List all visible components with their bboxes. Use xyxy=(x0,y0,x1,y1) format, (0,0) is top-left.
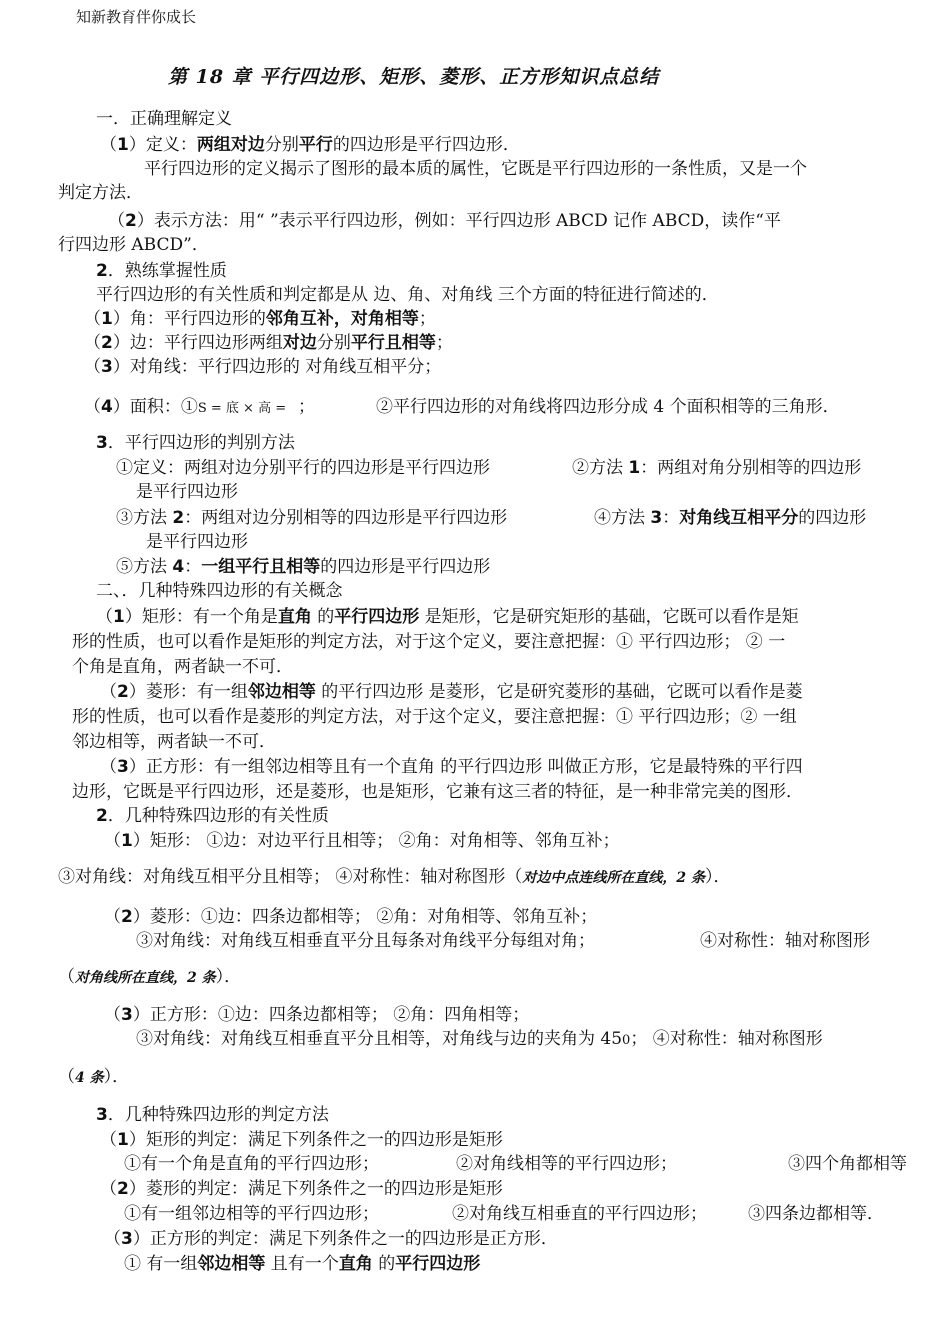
representation-line xyxy=(108,210,781,232)
text: （ xyxy=(58,967,75,987)
page-title: 第 18 章 平行四边形、矩形、菱形、正方形知识点总结 xyxy=(168,66,660,88)
definition-note-cont: 判定方法． xyxy=(58,183,143,203)
text: ③方法 xyxy=(116,508,173,528)
paren: （ xyxy=(84,309,101,329)
text: ）矩形的判定：满足下列条件之一的四边形是矩形 xyxy=(128,1130,503,1150)
method-2 xyxy=(116,507,507,529)
square-diagonal xyxy=(136,1028,823,1052)
method-4 xyxy=(116,556,490,578)
text: ．几种特殊四边形的有关性质 xyxy=(107,806,329,826)
rhombus-diagonal: ③对角线：对角线互相垂直平分且每条对角线平分每组对角； xyxy=(136,931,595,951)
properties-intro: 平行四边形的有关性质和判定都是从 边、角、对角线 三个方面的特征进行简述的． xyxy=(96,285,719,305)
rhombus-concept xyxy=(100,681,803,703)
item-number: 3 xyxy=(101,357,113,377)
paren: （ xyxy=(104,907,121,927)
property-area xyxy=(84,396,286,420)
rectangle-properties xyxy=(104,830,620,852)
square-criterion-1 xyxy=(124,1253,480,1275)
paren: （ xyxy=(84,333,101,353)
square-concept-cont: 边形，它既是平行四边形，还是菱形，也是矩形，它兼有这三者的特征，是一种非常完美的图形． xyxy=(72,782,803,802)
rhombus-criterion-1: ①有一组邻边相等的平行四边形； xyxy=(124,1204,379,1224)
text: 的 xyxy=(311,607,335,627)
paren: （ xyxy=(100,1130,117,1150)
keyword: 对角线互相平分 xyxy=(679,508,799,528)
degree-mark: 0 xyxy=(622,1033,631,1048)
paren: （ xyxy=(104,831,121,851)
item-number: 2 xyxy=(96,261,108,281)
rhombus-criterion-2: ②对角线互相垂直的平行四边形； xyxy=(452,1204,707,1224)
keyword: 两组对边 xyxy=(196,135,265,155)
item-number: 2 xyxy=(117,1179,129,1199)
keyword: 一组平行且相等 xyxy=(201,557,321,577)
area-formula: S = 底 × 高 = xyxy=(197,401,287,416)
text: ．平行四边形的判别方法 xyxy=(107,433,295,453)
area-semicolon: ； xyxy=(298,397,315,417)
text: ： xyxy=(662,508,680,528)
text: ④方法 xyxy=(594,508,651,528)
item-number: 3 xyxy=(117,757,129,777)
property-diagonal xyxy=(84,356,441,378)
keyword: 直角 xyxy=(338,1254,373,1274)
section-heading-1: 一．正确理解定义 xyxy=(96,109,232,129)
paren: （ xyxy=(100,682,117,702)
method-3 xyxy=(594,507,866,529)
item-number: 3 xyxy=(121,1229,133,1249)
text: ； xyxy=(418,309,436,329)
paren: （ xyxy=(96,607,113,627)
section-heading-3 xyxy=(96,432,295,454)
section-heading-properties xyxy=(96,805,329,827)
text: 的四边形 xyxy=(798,508,867,528)
item-number: 2 xyxy=(101,333,113,353)
item-number: 4 xyxy=(101,397,113,417)
text: ）． xyxy=(215,967,242,987)
item-number: 1 xyxy=(101,309,113,329)
item-number: 3 xyxy=(121,1005,133,1025)
definition-line xyxy=(100,134,520,156)
rhombus-symmetry: ④对称性：轴对称图形 xyxy=(700,931,870,951)
keyword: 平行四边形 xyxy=(395,1254,481,1274)
square-concept xyxy=(100,756,803,778)
item-number: 1 xyxy=(628,458,641,478)
paren: （ xyxy=(100,135,117,155)
item-number: 3 xyxy=(650,508,663,528)
annotation: 对边中点连线所在直线，2 条 xyxy=(522,870,706,886)
rectangle-concept-cont: 形的性质，也可以看作是矩形的判定方法，对于这个定义，要注意把握：① 平行四边形； ② 一 xyxy=(72,632,786,652)
item-number: 2 xyxy=(96,806,108,826)
square-properties xyxy=(104,1004,529,1026)
keyword: 邻边相等 xyxy=(197,1254,266,1274)
section-heading-criteria xyxy=(96,1104,329,1126)
text: ）对角线：平行四边形的 对角线互相平分 xyxy=(112,357,425,377)
paren: （ xyxy=(100,1179,117,1199)
square-criteria xyxy=(104,1228,558,1250)
item-number: 1 xyxy=(113,607,125,627)
paren: （ xyxy=(84,357,101,377)
keyword: 直角 xyxy=(277,607,312,627)
representation-cont: 行四边形 ABCD”． xyxy=(58,235,209,255)
text: ）正方形：有一组邻边相等且有一个直角 的平行四边形 叫做正方形，它是最特殊的平行四 xyxy=(128,757,803,777)
keyword: 平行 xyxy=(298,135,333,155)
item-number: 2 xyxy=(117,682,129,702)
rectangle-properties-cont xyxy=(58,866,731,889)
text: ）表示方法：用“ ”表示平行四边形，例如：平行四边形 ABCD 记作 ABCD，读作“平 xyxy=(136,211,781,231)
item-number: 3 xyxy=(96,1105,108,1125)
item-number: 2 xyxy=(125,211,137,231)
text: ）正方形的判定：满足下列条件之一的四边形是正方形． xyxy=(132,1229,558,1249)
item-number: 1 xyxy=(117,1130,129,1150)
paren: （ xyxy=(104,1229,121,1249)
section-heading-special: 二、．几种特殊四边形的有关概念 xyxy=(96,581,343,601)
rhombus-symmetry-note xyxy=(58,966,241,989)
paren: （ xyxy=(84,397,101,417)
property-angle xyxy=(84,308,436,330)
text: ）菱形：①边：四条边都相等； ②角：对角相等、邻角互补； xyxy=(132,907,598,927)
text: ）正方形：①边：四条边都相等； ②角：四角相等； xyxy=(132,1005,530,1025)
text: 的四边形是平行四边形 xyxy=(320,557,491,577)
rhombus-properties xyxy=(104,906,597,928)
paren: （ xyxy=(100,757,117,777)
keyword: 邻角互补，对角相等 xyxy=(265,309,419,329)
text: ）角：平行四边形的 xyxy=(112,309,266,329)
method-1 xyxy=(572,457,861,479)
text: ．几种特殊四边形的判定方法 xyxy=(107,1105,329,1125)
page-header: 知新教育伴你成长 xyxy=(76,8,197,26)
method-3-cont: 是平行四边形 xyxy=(146,532,248,552)
text: ）矩形：有一个角是 xyxy=(124,607,278,627)
keyword: 对边 xyxy=(282,333,317,353)
method-1-cont: 是平行四边形 xyxy=(136,482,238,502)
text: ）． xyxy=(705,867,731,887)
text: ： xyxy=(184,557,202,577)
rectangle-criterion-3: ③四个角都相等 xyxy=(788,1154,907,1174)
item-number: 4 xyxy=(172,557,185,577)
text: 是矩形，它是研究矩形的基础，它既可以看作是矩 xyxy=(419,607,799,627)
rhombus-concept-end: 邻边相等，两者缺一不可． xyxy=(72,732,276,752)
text: ）边：平行四边形两组 xyxy=(112,333,283,353)
text: （ xyxy=(58,1067,75,1087)
text: ③对角线：对角线互相平分且相等； ④对称性：轴对称图形（ xyxy=(58,867,523,887)
text: 的四边形是平行四边形． xyxy=(332,135,520,155)
method-definition: ①定义：两组对边分别平行的四边形是平行四边形 xyxy=(116,458,490,478)
item-number: 2 xyxy=(172,508,185,528)
annotation: 对角线所在直线，2 条 xyxy=(75,970,216,986)
keyword: 平行四边形 xyxy=(334,607,420,627)
text: ）． xyxy=(103,1067,130,1087)
rectangle-criterion-2: ②对角线相等的平行四边形； xyxy=(456,1154,677,1174)
item-number: 2 xyxy=(121,907,133,927)
keyword: 平行且相等 xyxy=(350,333,436,353)
rhombus-criterion-3: ③四条边都相等． xyxy=(748,1204,884,1224)
text: ：两组对边分别相等的四边形是平行四边形 xyxy=(184,508,508,528)
section-heading-2 xyxy=(96,260,227,282)
text: ）菱形的判定：满足下列条件之一的四边形是矩形 xyxy=(128,1179,503,1199)
item-number: 3 xyxy=(96,433,108,453)
definition-note: 平行四边形的定义揭示了图形的最本质的属性，它既是平行四边形的一条性质，又是一个 xyxy=(144,159,807,179)
rhombus-criteria xyxy=(100,1178,503,1200)
text: ）矩形： ①边：对边平行且相等； ②角：对角相等、邻角互补； xyxy=(132,831,620,851)
text: 且有一个 xyxy=(265,1254,339,1274)
property-side xyxy=(84,332,453,354)
area-note: ②平行四边形的对角线将四边形分成 4 个面积相等的三角形． xyxy=(376,397,840,417)
text: 的 xyxy=(372,1254,396,1274)
text: ）面积：① xyxy=(112,397,198,417)
square-symmetry-note xyxy=(58,1066,129,1089)
text: 分别 xyxy=(316,333,351,353)
text: ⑤方法 xyxy=(116,557,173,577)
rectangle-concept xyxy=(96,606,799,628)
item-number: 1 xyxy=(121,831,133,851)
text: ； xyxy=(435,333,453,353)
text: ②方法 xyxy=(572,458,629,478)
item-number: 1 xyxy=(117,135,129,155)
text: ① 有一组 xyxy=(124,1254,198,1274)
text: 的平行四边形 是菱形，它是研究菱形的基础，它既可以看作是菱 xyxy=(315,682,803,702)
text: ．熟练掌握性质 xyxy=(107,261,227,281)
paren: （ xyxy=(104,1005,121,1025)
rectangle-criterion-1: ①有一个角是直角的平行四边形； xyxy=(124,1154,379,1174)
text: ）定义： xyxy=(128,135,197,155)
keyword: 邻边相等 xyxy=(247,682,316,702)
rectangle-criteria xyxy=(100,1129,503,1151)
annotation: 4 条 xyxy=(75,1070,104,1086)
text: 分别 xyxy=(264,135,299,155)
rectangle-concept-end: 个角是直角，两者缺一不可． xyxy=(72,657,293,677)
text: ； ④对称性：轴对称图形 xyxy=(630,1029,823,1049)
text: ③对角线：对角线互相垂直平分且相等，对角线与边的夹角为 45 xyxy=(136,1029,623,1049)
text: ； xyxy=(424,357,442,377)
text: ：两组对角分别相等的四边形 xyxy=(640,458,862,478)
paren: （ xyxy=(108,211,125,231)
text: ）菱形：有一组 xyxy=(128,682,248,702)
rhombus-concept-cont: 形的性质，也可以看作是菱形的判定方法，对于这个定义，要注意把握：① 平行四边形；② 一组 xyxy=(72,707,797,727)
